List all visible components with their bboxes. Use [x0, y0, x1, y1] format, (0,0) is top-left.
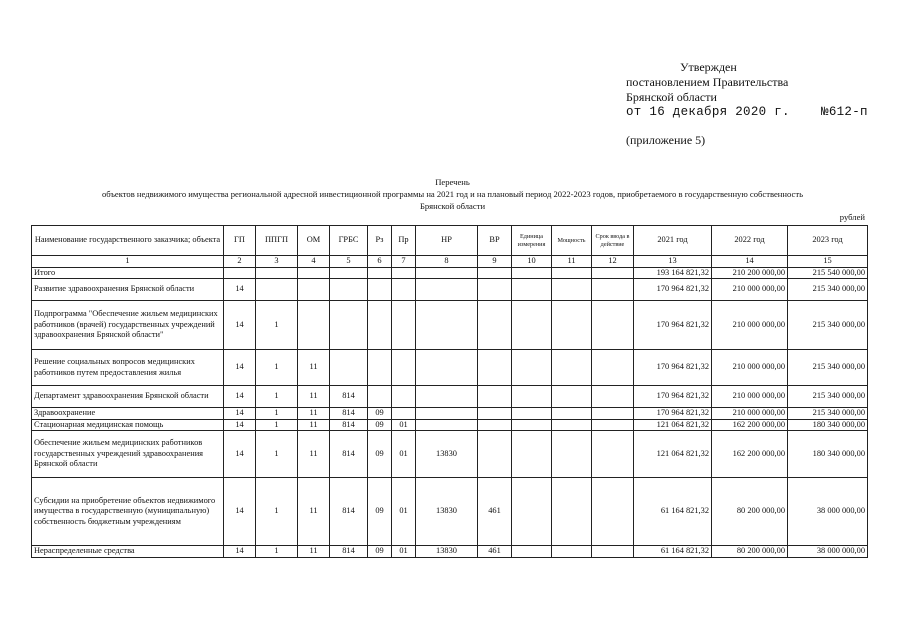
- cell-unit: [512, 279, 552, 301]
- cell-power: [552, 546, 592, 558]
- cell-power: [552, 419, 592, 431]
- document-subtitle: объектов недвижимого имущества региональной адресной инвестиционной программы на 2021 год и на плановый период 2022-2023 годов, приобретаемого в государственную собственность: [101, 189, 803, 199]
- cell-y2021: 61 164 821,32: [634, 478, 712, 546]
- cell-y2022: 162 200 000,00: [712, 431, 788, 478]
- cell-vr: 461: [478, 478, 512, 546]
- cell-pr: [392, 386, 416, 408]
- cell-nr: [416, 267, 478, 279]
- cell-unit: [512, 408, 552, 420]
- header-power: Мощность: [552, 226, 592, 256]
- cell-y2022: 210 000 000,00: [712, 350, 788, 386]
- cell-gp: 14: [224, 301, 256, 350]
- cell-vr: 461: [478, 546, 512, 558]
- units-label: рублей: [839, 212, 865, 222]
- cell-y2023: 215 340 000,00: [788, 408, 868, 420]
- cell-name: Развитие здравоохранения Брянской области: [32, 279, 224, 301]
- cell-nr: 13830: [416, 431, 478, 478]
- document-title: Перечень: [435, 177, 470, 187]
- cell-om: 11: [298, 419, 330, 431]
- header-deadline: Срок ввода в действие: [592, 226, 634, 256]
- cell-nr: [416, 419, 478, 431]
- column-index-row: [32, 256, 868, 268]
- cell-power: [552, 301, 592, 350]
- cell-vr: [478, 386, 512, 408]
- cell-y2022: 210 200 000,00: [712, 267, 788, 279]
- cell-name: Стационарная медицинская помощь: [32, 419, 224, 431]
- cell-ppgp: [256, 279, 298, 301]
- cell-grbs: [330, 279, 368, 301]
- cell-gp: [224, 267, 256, 279]
- cell-name: Здравоохранение: [32, 408, 224, 420]
- cell-pr: [392, 279, 416, 301]
- cell-deadline: [592, 350, 634, 386]
- cell-ppgp: 1: [256, 546, 298, 558]
- cell-om: [298, 301, 330, 350]
- cell-unit: [512, 419, 552, 431]
- cell-rz: [368, 279, 392, 301]
- cell-y2022: 162 200 000,00: [712, 419, 788, 431]
- cell-om: 11: [298, 431, 330, 478]
- cell-deadline: [592, 478, 634, 546]
- cell-unit: [512, 267, 552, 279]
- cell-y2023: 180 340 000,00: [788, 419, 868, 431]
- cell-y2021: 61 164 821,32: [634, 546, 712, 558]
- cell-gp: 14: [224, 279, 256, 301]
- cell-y2021: 121 064 821,32: [634, 419, 712, 431]
- cell-y2021: 193 164 821,32: [634, 267, 712, 279]
- approval-line-approved: Утвержден: [680, 60, 737, 74]
- cell-rz: 09: [368, 408, 392, 420]
- header-2021: 2021 год: [634, 226, 712, 256]
- cell-nr: 13830: [416, 546, 478, 558]
- cell-pr: [392, 301, 416, 350]
- header-name: Наименование государственного заказчика; объекта: [32, 226, 224, 256]
- cell-grbs: 814: [330, 408, 368, 420]
- table-row: [32, 301, 868, 350]
- cell-ppgp: [256, 267, 298, 279]
- cell-name: Обеспечение жильем медицинских работников государственных учреждений здравоохранения Брянской области: [32, 431, 224, 478]
- cell-grbs: 814: [330, 478, 368, 546]
- cell-grbs: 814: [330, 386, 368, 408]
- cell-grbs: [330, 301, 368, 350]
- cell-grbs: 814: [330, 546, 368, 558]
- cell-unit: [512, 386, 552, 408]
- cell-power: [552, 478, 592, 546]
- cell-power: [552, 279, 592, 301]
- cell-power: [552, 408, 592, 420]
- cell-ppgp: 1: [256, 419, 298, 431]
- cell-y2022: 210 000 000,00: [712, 408, 788, 420]
- approval-block: [626, 60, 868, 148]
- table-row: [32, 408, 868, 420]
- cell-ppgp: 1: [256, 408, 298, 420]
- cell-gp: 14: [224, 546, 256, 558]
- header-vr: ВР: [478, 226, 512, 256]
- cell-pr: 01: [392, 478, 416, 546]
- cell-unit: [512, 431, 552, 478]
- cell-y2023: 215 340 000,00: [788, 386, 868, 408]
- cell-rz: [368, 386, 392, 408]
- table-row: [32, 267, 868, 279]
- document-subtitle-region: Брянской области: [419, 201, 486, 211]
- cell-y2021: 170 964 821,32: [634, 386, 712, 408]
- column-index-cell: 5: [330, 256, 368, 268]
- cell-ppgp: 1: [256, 386, 298, 408]
- cell-deadline: [592, 279, 634, 301]
- cell-pr: 01: [392, 546, 416, 558]
- cell-rz: [368, 350, 392, 386]
- cell-y2023: 215 540 000,00: [788, 267, 868, 279]
- header-2023: 2023 год: [788, 226, 868, 256]
- header-om: ОМ: [298, 226, 330, 256]
- column-index-cell: 14: [712, 256, 788, 268]
- column-index-cell: 6: [368, 256, 392, 268]
- cell-grbs: [330, 350, 368, 386]
- approval-date-number: от 16 декабря 2020 г. №612-п: [626, 105, 868, 119]
- column-index-cell: 12: [592, 256, 634, 268]
- cell-y2022: 210 000 000,00: [712, 386, 788, 408]
- cell-y2023: 38 000 000,00: [788, 478, 868, 546]
- cell-y2021: 121 064 821,32: [634, 431, 712, 478]
- cell-vr: [478, 279, 512, 301]
- cell-gp: 14: [224, 386, 256, 408]
- cell-vr: [478, 267, 512, 279]
- cell-deadline: [592, 408, 634, 420]
- header-grbs: ГРБС: [330, 226, 368, 256]
- cell-gp: 14: [224, 408, 256, 420]
- table-row: [32, 431, 868, 478]
- cell-om: [298, 279, 330, 301]
- cell-y2021: 170 964 821,32: [634, 408, 712, 420]
- cell-om: 11: [298, 408, 330, 420]
- column-index-cell: 9: [478, 256, 512, 268]
- cell-unit: [512, 301, 552, 350]
- table-header-row: [32, 226, 868, 256]
- cell-y2023: 215 340 000,00: [788, 301, 868, 350]
- header-rz: Рз: [368, 226, 392, 256]
- cell-y2022: 210 000 000,00: [712, 301, 788, 350]
- cell-deadline: [592, 419, 634, 431]
- column-index-cell: 15: [788, 256, 868, 268]
- table-row: [32, 279, 868, 301]
- cell-om: 11: [298, 386, 330, 408]
- cell-grbs: 814: [330, 419, 368, 431]
- cell-y2023: 215 340 000,00: [788, 350, 868, 386]
- cell-gp: 14: [224, 431, 256, 478]
- column-index-cell: 13: [634, 256, 712, 268]
- cell-name: Субсидии на приобретение объектов недвижимого имущества в государственную (муниципальную) собственность бюджетным учреждениям: [32, 478, 224, 546]
- cell-y2023: 38 000 000,00: [788, 546, 868, 558]
- cell-ppgp: 1: [256, 478, 298, 546]
- cell-grbs: 814: [330, 431, 368, 478]
- column-index-cell: 7: [392, 256, 416, 268]
- cell-power: [552, 350, 592, 386]
- cell-rz: 09: [368, 546, 392, 558]
- table-row: [32, 350, 868, 386]
- column-index-cell: 2: [224, 256, 256, 268]
- cell-deadline: [592, 267, 634, 279]
- cell-nr: [416, 301, 478, 350]
- cell-vr: [478, 419, 512, 431]
- cell-y2021: 170 964 821,32: [634, 350, 712, 386]
- cell-y2022: 210 000 000,00: [712, 279, 788, 301]
- column-index-cell: 8: [416, 256, 478, 268]
- column-index-cell: 4: [298, 256, 330, 268]
- cell-deadline: [592, 301, 634, 350]
- cell-name: Подпрограмма "Обеспечение жильем медицинских работников (врачей) государственных учреждений здравоохранения Брянской области": [32, 301, 224, 350]
- cell-vr: [478, 431, 512, 478]
- cell-ppgp: 1: [256, 431, 298, 478]
- cell-ppgp: 1: [256, 350, 298, 386]
- cell-pr: 01: [392, 419, 416, 431]
- approval-line-region: Брянской области: [626, 90, 717, 104]
- column-index-cell: 10: [512, 256, 552, 268]
- header-nr: НР: [416, 226, 478, 256]
- cell-nr: 13830: [416, 478, 478, 546]
- document-heading: [0, 176, 905, 212]
- cell-pr: [392, 408, 416, 420]
- cell-pr: 01: [392, 431, 416, 478]
- approval-line-resolution: постановлением Правительства: [626, 75, 789, 89]
- cell-power: [552, 431, 592, 478]
- cell-grbs: [330, 267, 368, 279]
- cell-unit: [512, 350, 552, 386]
- cell-om: 11: [298, 546, 330, 558]
- cell-y2021: 170 964 821,32: [634, 301, 712, 350]
- cell-pr: [392, 267, 416, 279]
- header-ppgp: ППГП: [256, 226, 298, 256]
- table-row: [32, 546, 868, 558]
- cell-vr: [478, 350, 512, 386]
- cell-pr: [392, 350, 416, 386]
- cell-nr: [416, 386, 478, 408]
- investment-objects-table: [31, 225, 868, 558]
- cell-power: [552, 267, 592, 279]
- cell-nr: [416, 350, 478, 386]
- annex-label: (приложение 5): [626, 133, 706, 147]
- cell-om: [298, 267, 330, 279]
- column-index-cell: 11: [552, 256, 592, 268]
- cell-rz: 09: [368, 419, 392, 431]
- header-pr: Пр: [392, 226, 416, 256]
- cell-gp: 14: [224, 419, 256, 431]
- cell-name: Департамент здравоохранения Брянской области: [32, 386, 224, 408]
- cell-unit: [512, 478, 552, 546]
- cell-deadline: [592, 546, 634, 558]
- column-index-cell: 1: [32, 256, 224, 268]
- cell-ppgp: 1: [256, 301, 298, 350]
- cell-y2021: 170 964 821,32: [634, 279, 712, 301]
- cell-gp: 14: [224, 350, 256, 386]
- cell-gp: 14: [224, 478, 256, 546]
- cell-y2023: 215 340 000,00: [788, 279, 868, 301]
- cell-om: 11: [298, 478, 330, 546]
- cell-y2023: 180 340 000,00: [788, 431, 868, 478]
- cell-deadline: [592, 431, 634, 478]
- table-row: [32, 419, 868, 431]
- cell-deadline: [592, 386, 634, 408]
- table-row: [32, 478, 868, 546]
- cell-y2022: 80 200 000,00: [712, 546, 788, 558]
- cell-nr: [416, 408, 478, 420]
- cell-vr: [478, 408, 512, 420]
- cell-om: 11: [298, 350, 330, 386]
- cell-nr: [416, 279, 478, 301]
- cell-rz: 09: [368, 431, 392, 478]
- cell-name: Итого: [32, 267, 224, 279]
- header-unit: Единица измерения: [512, 226, 552, 256]
- cell-unit: [512, 546, 552, 558]
- cell-y2022: 80 200 000,00: [712, 478, 788, 546]
- header-gp: ГП: [224, 226, 256, 256]
- cell-power: [552, 386, 592, 408]
- cell-vr: [478, 301, 512, 350]
- header-2022: 2022 год: [712, 226, 788, 256]
- cell-name: Нераспределенные средства: [32, 546, 224, 558]
- cell-rz: 09: [368, 478, 392, 546]
- column-index-cell: 3: [256, 256, 298, 268]
- cell-rz: [368, 267, 392, 279]
- cell-name: Решение социальных вопросов медицинских работников путем предоставления жилья: [32, 350, 224, 386]
- table-row: [32, 386, 868, 408]
- cell-rz: [368, 301, 392, 350]
